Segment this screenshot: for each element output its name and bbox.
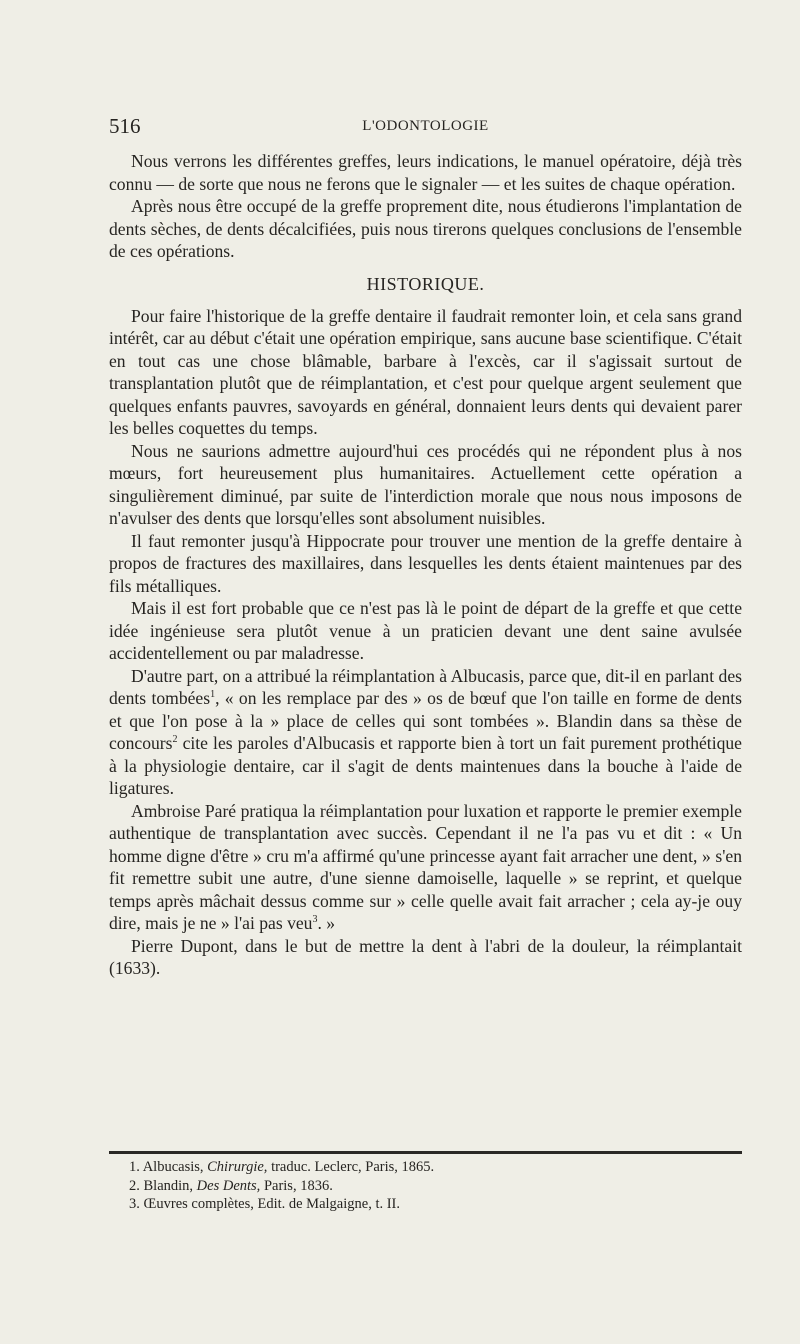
paragraph: Pour faire l'historique de la greffe dentaire il faudrait remonter loin, et cela sans grand intérêt, car au début c'était une opération empirique, sans aucune base scientifique. C'était en tout cas une chose blâmable, barbare à l'excès, car il s'agissait surtout de transplantation plutôt que de réimplantation, et c'est pour quelque argent seulement que quelques enfants pauvres, savoyards en général, donnaient leurs dents qui devaient parer les belles coquettes du temps. <box>109 305 742 438</box>
footnote <box>129 1177 742 1196</box>
paragraph-text: , « on les remplace par des » os de bœuf que l'on taille en forme de dents et que l'on pose à la » place de celles qui sont tombées ». Blandin dans sa thèse de concours <box>109 688 742 753</box>
footnotes <box>129 1158 742 1214</box>
footnote-text: 1. Albucasis, <box>129 1159 208 1175</box>
paragraph: Nous verrons les différentes greffes, leurs indications, le manuel opératoire, déjà très connu — de sorte que nous ne ferons que le signaler — et les suites de chaque opération. <box>109 151 742 194</box>
footnote-divider <box>109 1151 742 1154</box>
footnote-title: Des Dents, <box>196 1177 261 1194</box>
paragraph: Après nous être occupé de la greffe proprement dite, nous étudierons l'implantation de dents sèches, de dents décalcifiées, puis nous tirerons quelques conclusions de l'ensemble de ces opérations. <box>109 196 742 261</box>
page-number: 516 <box>109 114 141 138</box>
footnote <box>129 1158 742 1177</box>
page-body <box>109 150 742 980</box>
paragraph-text: cite les paroles d'Albucasis et rapporte bien à tort un fait purement prothétique à la physiologie dentaire, car il s'agit de dents maintenues dans la bouche à l'aide de ligatures. <box>109 733 742 798</box>
paragraph: Il faut remonter jusqu'à Hippocrate pour trouver une mention de la greffe dentaire à propos de fractures des maxillaires, dans lesquelles les dents étaient maintenues par des fils métalliques. <box>109 530 742 596</box>
running-title: L'ODONTOLOGIE <box>362 118 489 134</box>
footnote-text: Paris, 1836. <box>260 1177 333 1194</box>
paragraph-text: . » <box>317 913 336 933</box>
footnote-text: 2. Blandin, <box>129 1177 197 1194</box>
section-heading: HISTORIQUE. <box>366 273 485 294</box>
footnote-text: traduc. Leclerc, Paris, 1865. <box>267 1159 435 1175</box>
footnote-ref: 2 <box>172 734 178 746</box>
paragraph <box>109 665 742 800</box>
paragraph: Pierre Dupont, dans le but de mettre la dent à l'abri de la douleur, la réimplantait (1633). <box>109 935 742 978</box>
footnote-ref: 1 <box>210 689 216 701</box>
paragraph-text: D'autre part, on a attribué la réimplantation à Albucasis, parce que, dit-il en parlant des dents tombées <box>109 665 742 708</box>
page-header <box>109 114 742 142</box>
footnote-text: 3. Œuvres complètes, Edit. de Malgaigne, t. II. <box>129 1196 401 1212</box>
footnote-ref: 3 <box>312 914 318 926</box>
footnote <box>129 1195 742 1214</box>
paragraph: Mais il est fort probable que ce n'est pas là le point de départ de la greffe et que cette idée ingénieuse sera plutôt venue à un praticien devant une dent saine avulsée accidentellement ou par maladresse. <box>109 598 742 663</box>
paragraph <box>109 800 742 935</box>
footnote-title: Chirurgie, <box>207 1159 268 1175</box>
paragraph-text: Ambroise Paré pratiqua la réimplantation pour luxation et rapporte le premier exemple authentique de transplantation avec succès. Cependant il ne l'a pas vu et dit : « Un homme digne d'être » cru m'a affirmé qu'une princesse ayant fait arracher une dent, » s'en fit remettre subit une autre, d'une sienne damoiselle, laquelle » se reprint, et quelque temps après mâchait dessus comme sur » celle quelle avait fait arracher ; cela ay-je ouy dire, mais je ne » l'ai pas veu <box>109 800 742 933</box>
paragraph: Nous ne saurions admettre aujourd'hui ces procédés qui ne répondent plus à nos mœurs, fort heureusement plus humanitaires. Actuellement cette opération a singulièrement diminué, par suite de l'interdiction morale que nous nous imposons de n'avulser des dents que lorsqu'elles sont absolument nuisibles. <box>109 440 742 528</box>
